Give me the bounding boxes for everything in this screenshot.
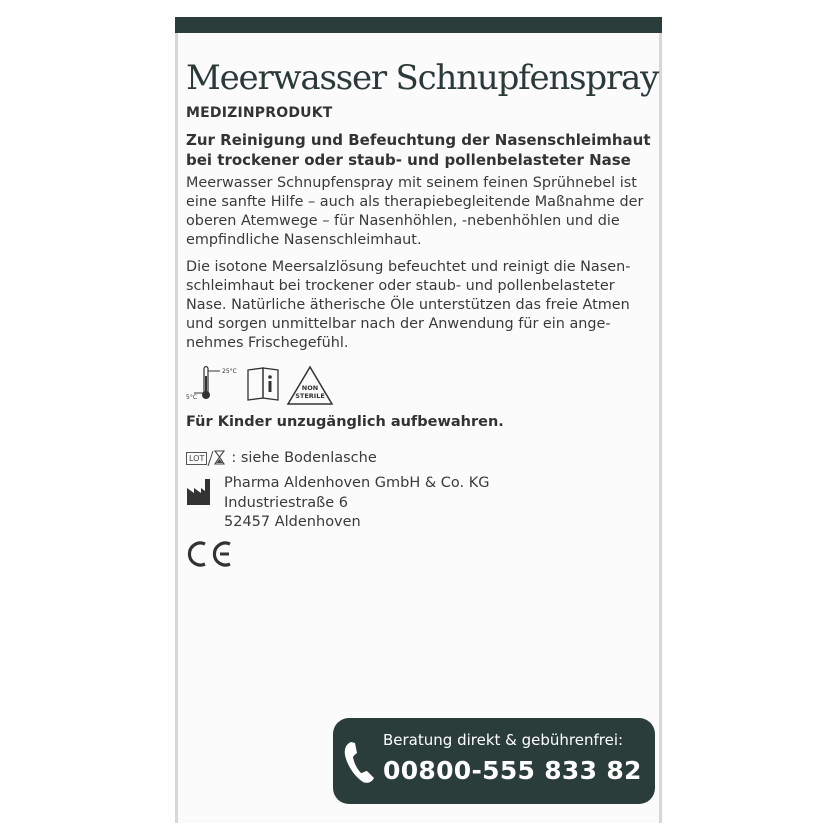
description-paragraph-2: Die isotone Meersalzlösung befeuchtet und reinigt die Nasenschleimhaut bei trockener oder staub- und pollenbelasteter Nase. Natürliche ätherische Öle unterstützen das freie Atmen und sorgen unmittelbar nach der Anwendung für ein angenehmes Frischegefühl. [186, 259, 631, 351]
manufacturer-city: 52457 Aldenhoven [224, 514, 361, 530]
manufacturer-street: Industriestraße 6 [224, 494, 348, 511]
lot-row [186, 447, 377, 469]
non-label: NON [301, 384, 319, 392]
hotline-number[interactable]: 00800-555 833 82 [383, 756, 642, 785]
phone-icon [343, 740, 377, 784]
child-warning: Für Kinder unzugänglich aufbewahren. [186, 414, 504, 430]
hotline-panel [333, 718, 655, 804]
box-right-edge [659, 33, 662, 823]
manufacturer-name: Pharma Aldenhoven GmbH & Co. KG [224, 475, 490, 491]
product-lead: Zur Reinigung und Befeuchtung der Nasenschleimhaut bei trockener oder staub- und pollenbelasteter Nase [186, 131, 651, 169]
temp-max-label: 25°C [222, 368, 237, 375]
ce-mark-icon [186, 540, 236, 568]
manufacturer-icon [186, 478, 214, 506]
regulatory-symbols [186, 362, 356, 408]
temp-min-label: 5°C [186, 394, 198, 401]
product-title: Meerwasser Schnupfenspray [186, 58, 659, 98]
box-top-edge [175, 17, 662, 33]
non-sterile-icon [288, 367, 332, 404]
sterile-label: STERILE [295, 392, 325, 400]
description-paragraph-1: Meerwasser Schnupfenspray mit seinem feinen Sprühnebel ist eine sanfte Hilfe – auch als therapiebegleitende Maßnahme der oberen Atemwege – für Nasenhöhlen, -nebenhöhlen und die empfindliche Nasenschleimhaut. [186, 175, 644, 248]
lot-reference-text: : siehe Bodenlasche [231, 450, 377, 466]
lot-icon: LOT [186, 452, 207, 465]
hotline-label: Beratung direkt & gebührenfrei: [383, 731, 624, 749]
consult-instructions-icon [248, 368, 278, 400]
manufacturer-address [224, 474, 489, 533]
product-category: MEDIZINPRODUKT [186, 105, 333, 121]
expiry-hourglass-icon [207, 448, 227, 468]
thermometer-icon [186, 367, 237, 402]
